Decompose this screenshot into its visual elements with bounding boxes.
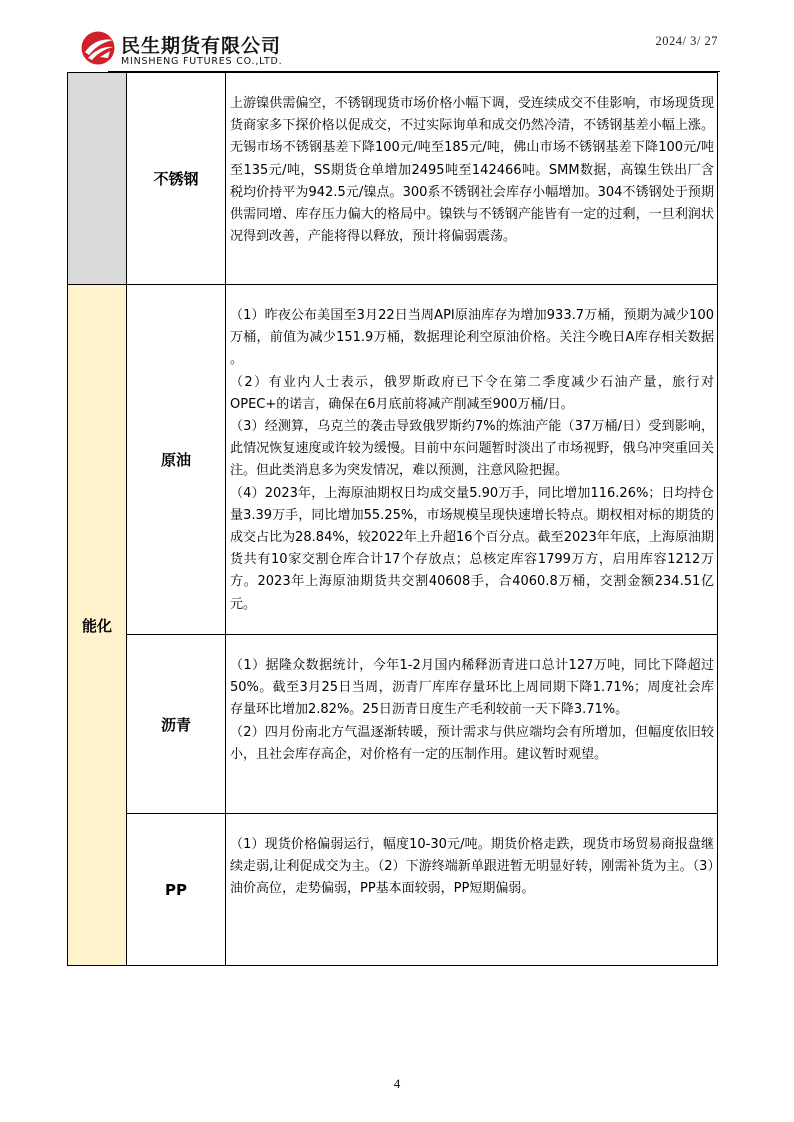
- commentary-asphalt: [226, 635, 718, 813]
- paragraph: （1）昨夜公布美国至3月22日当周API原油库存为增加933.7万桶，预期为减少100万桶，前值为减少151.9万桶，数据理论利空原油价格。关注今晚日A库存相关数据 。: [230, 308, 714, 368]
- commentary-pp: [226, 814, 718, 965]
- category-cell-top: [68, 73, 126, 284]
- item-name-crude-oil: 原油: [160, 451, 191, 469]
- commentary-stainless-steel: [226, 73, 718, 284]
- column-divider: [225, 73, 226, 965]
- column-divider: [126, 73, 127, 965]
- page-number: 4: [393, 1076, 401, 1091]
- row-divider: [126, 813, 717, 814]
- paragraph: （2）四月份南北方气温逐渐转暖，预计需求与供应端均会有所增加，但幅度依旧较小，且社会库存高企，对价格有一定的压制作用。建议暂时观望。: [230, 724, 714, 762]
- commodity-table: [67, 72, 718, 966]
- paragraph: 上游镍供需偏空，不锈钢现货市场价格小幅下调，受连续成交不佳影响，市场现货现货商家多下探价格以促成交，不过实际询单和成交仍然冷清，不锈钢基差小幅上涨。无锡市场不锈钢基差下降100元/吨至185元/吨，佛山市场不锈钢基差下降100元/吨至135元/吨，SS期货仓单增加2495吨至142466吨。SMM数据，高镍生铁出厂含税均价持平为942.5元/镍点。300系不锈钢社会库存小幅增加。304不锈钢处于预期供需同增、库存压力偏大的格局中。镍铁与不锈钢产能皆有一定的过剩，一旦利润状况得到改善，产能将得以释放，预计将偏弱震荡。: [230, 96, 714, 245]
- report-date: 2024/ 3/ 27: [655, 34, 718, 48]
- paragraph: （1）据隆众数据统计，今年1-2月国内稀释沥青进口总计127万吨，同比下降超过50%。截至3月25日当周，沥青厂库库存量环比上周同期下降1.71%；周度社会库存量环比增加2.82%。25日沥青日度生产毛利较前一天下降3.71%。: [230, 658, 714, 718]
- paragraph: （1）现货价格偏弱运行，幅度10-30元/吨。期货价格走跌，现货市场贸易商报盘继续走弱,让利促成交为主。（2）下游终端新单跟进暂无明显好转，刚需补货为主。（3）油价高位，走势偏弱，PP基本面较弱，PP短期偏弱。: [230, 837, 714, 897]
- paragraph: （4）2023年，上海原油期权日均成交量5.90万手，同比增加116.26%；日均持仓量3.39万手，同比增加55.25%，市场规模呈现快速增长特点。期权相对标的期货的成交占比为28.84%，较2022年上升超16个百分点。截至2023年年底，上海原油期货共有10家交割仓库合计17个存放点；总核定库容1799万方，启用库容1212万方。2023年上海原油期货共交割40608手，合4060.8万桶，交割金额234.51亿元。: [230, 485, 714, 612]
- item-name-stainless-steel: 不锈钢: [153, 170, 199, 188]
- category-cell-energy: 能化: [68, 285, 126, 965]
- paragraph: （2）有业内人士表示，俄罗斯政府已下令在第二季度减少石油产量，旅行对OPEC+的诺言，确保在6月底前将减产削减至900万桶/日。: [230, 374, 714, 412]
- minsheng-logo-icon: [80, 30, 116, 66]
- item-name-pp: PP: [165, 880, 187, 899]
- page-header: [0, 0, 794, 72]
- paragraph: （3）经测算，乌克兰的袭击导致俄罗斯约7%的炼油产能（37万桶/日）受到影响，此情况恢复速度或许较为缓慢。目前中东问题暂时淡出了市场视野，俄乌冲突重回关注。但此类消息多为突发情况，难以预测，注意风险把握。: [230, 419, 714, 479]
- company-name-en: MINSHENG FUTURES CO.,LTD.: [121, 56, 283, 67]
- company-name-cn: 民生期货有限公司: [121, 35, 282, 57]
- item-name-asphalt: 沥青: [160, 715, 191, 734]
- row-divider: [68, 284, 717, 285]
- commentary-crude-oil: [226, 285, 718, 634]
- row-divider: [126, 634, 717, 635]
